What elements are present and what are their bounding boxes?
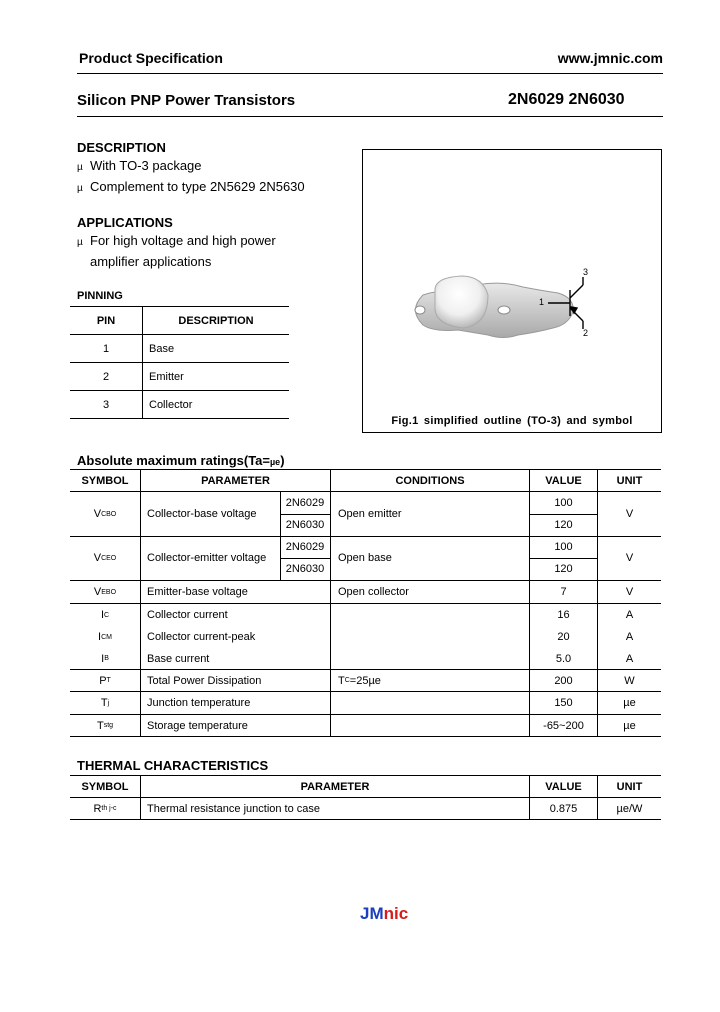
jmnic-logo: JMnic (360, 904, 409, 923)
pinning-table (70, 306, 289, 419)
list-item: µ For high voltage and high power (77, 231, 276, 252)
pin-label-2: 2 (583, 328, 589, 338)
column-header: SYMBOL (81, 475, 129, 487)
column-header: DESCRIPTION (143, 307, 290, 335)
thermal-table: SYMBOL PARAMETER VALUE UNIT R th j-c Thermal resistance junction to case 0.875 µe/W (70, 775, 661, 820)
list-item: amplifier applications (90, 254, 212, 269)
part-number: 2N6029 2N6030 (508, 91, 625, 108)
column-header: VALUE (545, 780, 582, 793)
pinning-heading: PINNING (77, 290, 123, 302)
column-header: PARAMETER (201, 475, 270, 487)
title-rule (77, 116, 663, 117)
website: www.jmnic.com (557, 50, 663, 66)
bullet-icon: µ (77, 183, 83, 194)
column-header: UNIT (616, 475, 643, 487)
figure-caption: Fig.1 simplified outline (TO-3) and symbol (391, 415, 633, 427)
product-title: Silicon PNP Power Transistors (77, 92, 296, 109)
applications-list (77, 231, 276, 271)
table-row: 2 Emitter (70, 363, 289, 391)
column-header: PIN (70, 307, 143, 335)
column-header: CONDITIONS (395, 475, 465, 487)
doc-type: Product Specification (79, 50, 223, 66)
table-row: 3 Collector (70, 391, 289, 419)
column-header: SYMBOL (81, 780, 129, 793)
figure-box (362, 149, 662, 433)
ratings-heading: Absolute maximum ratings(Ta=µe) (77, 453, 285, 468)
list-item: µ Complement to type 2N5629 2N5630 (77, 177, 305, 198)
column-header: UNIT (616, 780, 643, 793)
description-list (77, 156, 305, 198)
bullet-icon: µ (77, 237, 83, 248)
ratings-table: SYMBOL PARAMETER CONDITIONS VALUE UNIT V CBO Collector-base voltage 2N6029 2N6030 Open emitter 100 120 V V CEO Collector-emitter voltage 2N6029 2N6030 Open base 100 120 V V EBO Emitter-base voltage Open collector 7 V I C Collector current 16 A I CM Collector current-peak 20 A I B Base current 5.0 A P T Total Power Dissipation T C =25µe 200 W T j Junction temperature 150 µe T stg Storage temperature -65~200 µe (70, 469, 661, 737)
column-header: PARAMETER (300, 780, 370, 793)
list-item: µ With TO-3 package (77, 156, 305, 177)
column-header: VALUE (545, 475, 582, 487)
pin-label-1: 1 (539, 297, 545, 307)
bullet-icon: µ (77, 162, 83, 173)
table-row: 1 Base (70, 335, 289, 363)
thermal-heading: THERMAL CHARACTERISTICS (77, 758, 269, 773)
header-rule (77, 73, 663, 74)
pin-label-3: 3 (583, 267, 589, 277)
description-heading: DESCRIPTION (77, 140, 166, 155)
to3-package-illustration (363, 150, 661, 432)
applications-heading: APPLICATIONS (77, 215, 173, 230)
